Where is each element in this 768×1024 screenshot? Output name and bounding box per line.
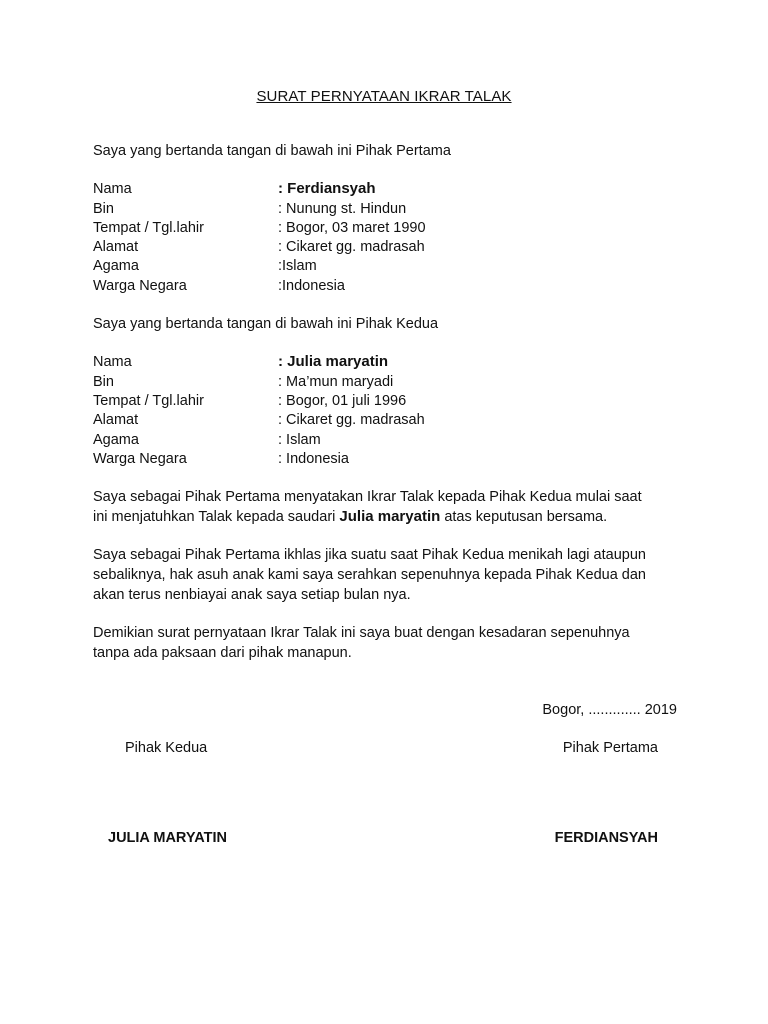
field-value: : Nunung st. Hindun — [278, 201, 407, 217]
first-party-row-address — [93, 237, 693, 257]
first-party-row-religion — [93, 256, 693, 276]
paragraph-text: ini menjatuhkan Talak kepada saudari — [93, 509, 340, 525]
closing-paragraph — [93, 623, 673, 663]
custody-paragraph — [93, 545, 673, 605]
intro-first-party: Saya yang bertanda tangan di bawah ini Pihak Pertama — [93, 143, 451, 159]
field-label: Tempat / Tgl.lahir — [93, 393, 204, 409]
paragraph-line: akan terus nenbiayai anak saya setiap bulan nya. — [93, 587, 411, 603]
paragraph-line: Saya sebagai Pihak Pertama menyatakan Ikrar Talak kepada Pihak Kedua mulai saat — [93, 489, 642, 505]
paragraph-line: Demikian surat pernyataan Ikrar Talak ini saya buat dengan kesadaran sepenuhnya — [93, 625, 630, 641]
field-value: : Ma’mun maryadi — [278, 374, 394, 390]
field-label: Warga Negara — [93, 278, 187, 294]
paragraph-line: sebaliknya, hak asuh anak kami saya serahkan sepenuhnya kepada Pihak Kedua dan — [93, 567, 646, 583]
field-value: : Julia maryatin — [278, 353, 389, 370]
field-value: : Cikaret gg. madrasah — [278, 239, 425, 255]
field-label: Alamat — [93, 239, 139, 255]
second-party-row-address — [93, 410, 693, 430]
first-party-row-citizenship — [93, 276, 693, 296]
field-label: Agama — [93, 432, 139, 448]
second-party-row-religion — [93, 430, 693, 450]
field-label: Tempat / Tgl.lahir — [93, 220, 204, 236]
second-party-row-citizenship — [93, 449, 693, 469]
signature-name-second-party: JULIA MARYATIN — [108, 830, 227, 846]
field-value: :Islam — [278, 258, 317, 274]
first-party-row-name — [93, 179, 693, 199]
field-value: : Indonesia — [278, 451, 349, 467]
first-party-row-bin — [93, 199, 693, 219]
place-date: Bogor, ............. 2019 — [542, 702, 677, 718]
field-label: Nama — [93, 354, 132, 370]
field-value: : Bogor, 01 juli 1996 — [278, 393, 407, 409]
paragraph-line: Saya sebagai Pihak Pertama ikhlas jika suatu saat Pihak Kedua menikah lagi ataupun — [93, 547, 646, 563]
intro-second-party: Saya yang bertanda tangan di bawah ini Pihak Kedua — [93, 316, 439, 332]
field-label: Warga Negara — [93, 451, 187, 467]
field-value: : Islam — [278, 432, 321, 448]
signature-label-second-party: Pihak Kedua — [125, 740, 208, 756]
field-value: :Indonesia — [278, 278, 345, 294]
field-value: : Cikaret gg. madrasah — [278, 412, 425, 428]
field-label: Nama — [93, 181, 132, 197]
field-label: Alamat — [93, 412, 139, 428]
second-party-row-name — [93, 352, 693, 372]
field-value: : Bogor, 03 maret 1990 — [278, 220, 426, 236]
paragraph-line — [93, 507, 673, 527]
second-party-row-birth — [93, 391, 693, 411]
declaration-paragraph — [93, 487, 673, 527]
document-title: SURAT PERNYATAAN IKRAR TALAK — [256, 88, 512, 105]
field-value: : Ferdiansyah — [278, 180, 376, 197]
field-label: Bin — [93, 201, 114, 217]
field-label: Agama — [93, 258, 139, 274]
second-party-row-bin — [93, 372, 693, 392]
field-label: Bin — [93, 374, 114, 390]
first-party-row-birth — [93, 218, 693, 238]
paragraph-text: atas keputusan bersama. — [440, 509, 608, 525]
second-party-name-inline: Julia maryatin — [339, 508, 441, 525]
signature-name-first-party: FERDIANSYAH — [554, 830, 658, 846]
paragraph-line: tanpa ada paksaan dari pihak manapun. — [93, 645, 352, 661]
signature-label-first-party: Pihak Pertama — [562, 740, 658, 756]
